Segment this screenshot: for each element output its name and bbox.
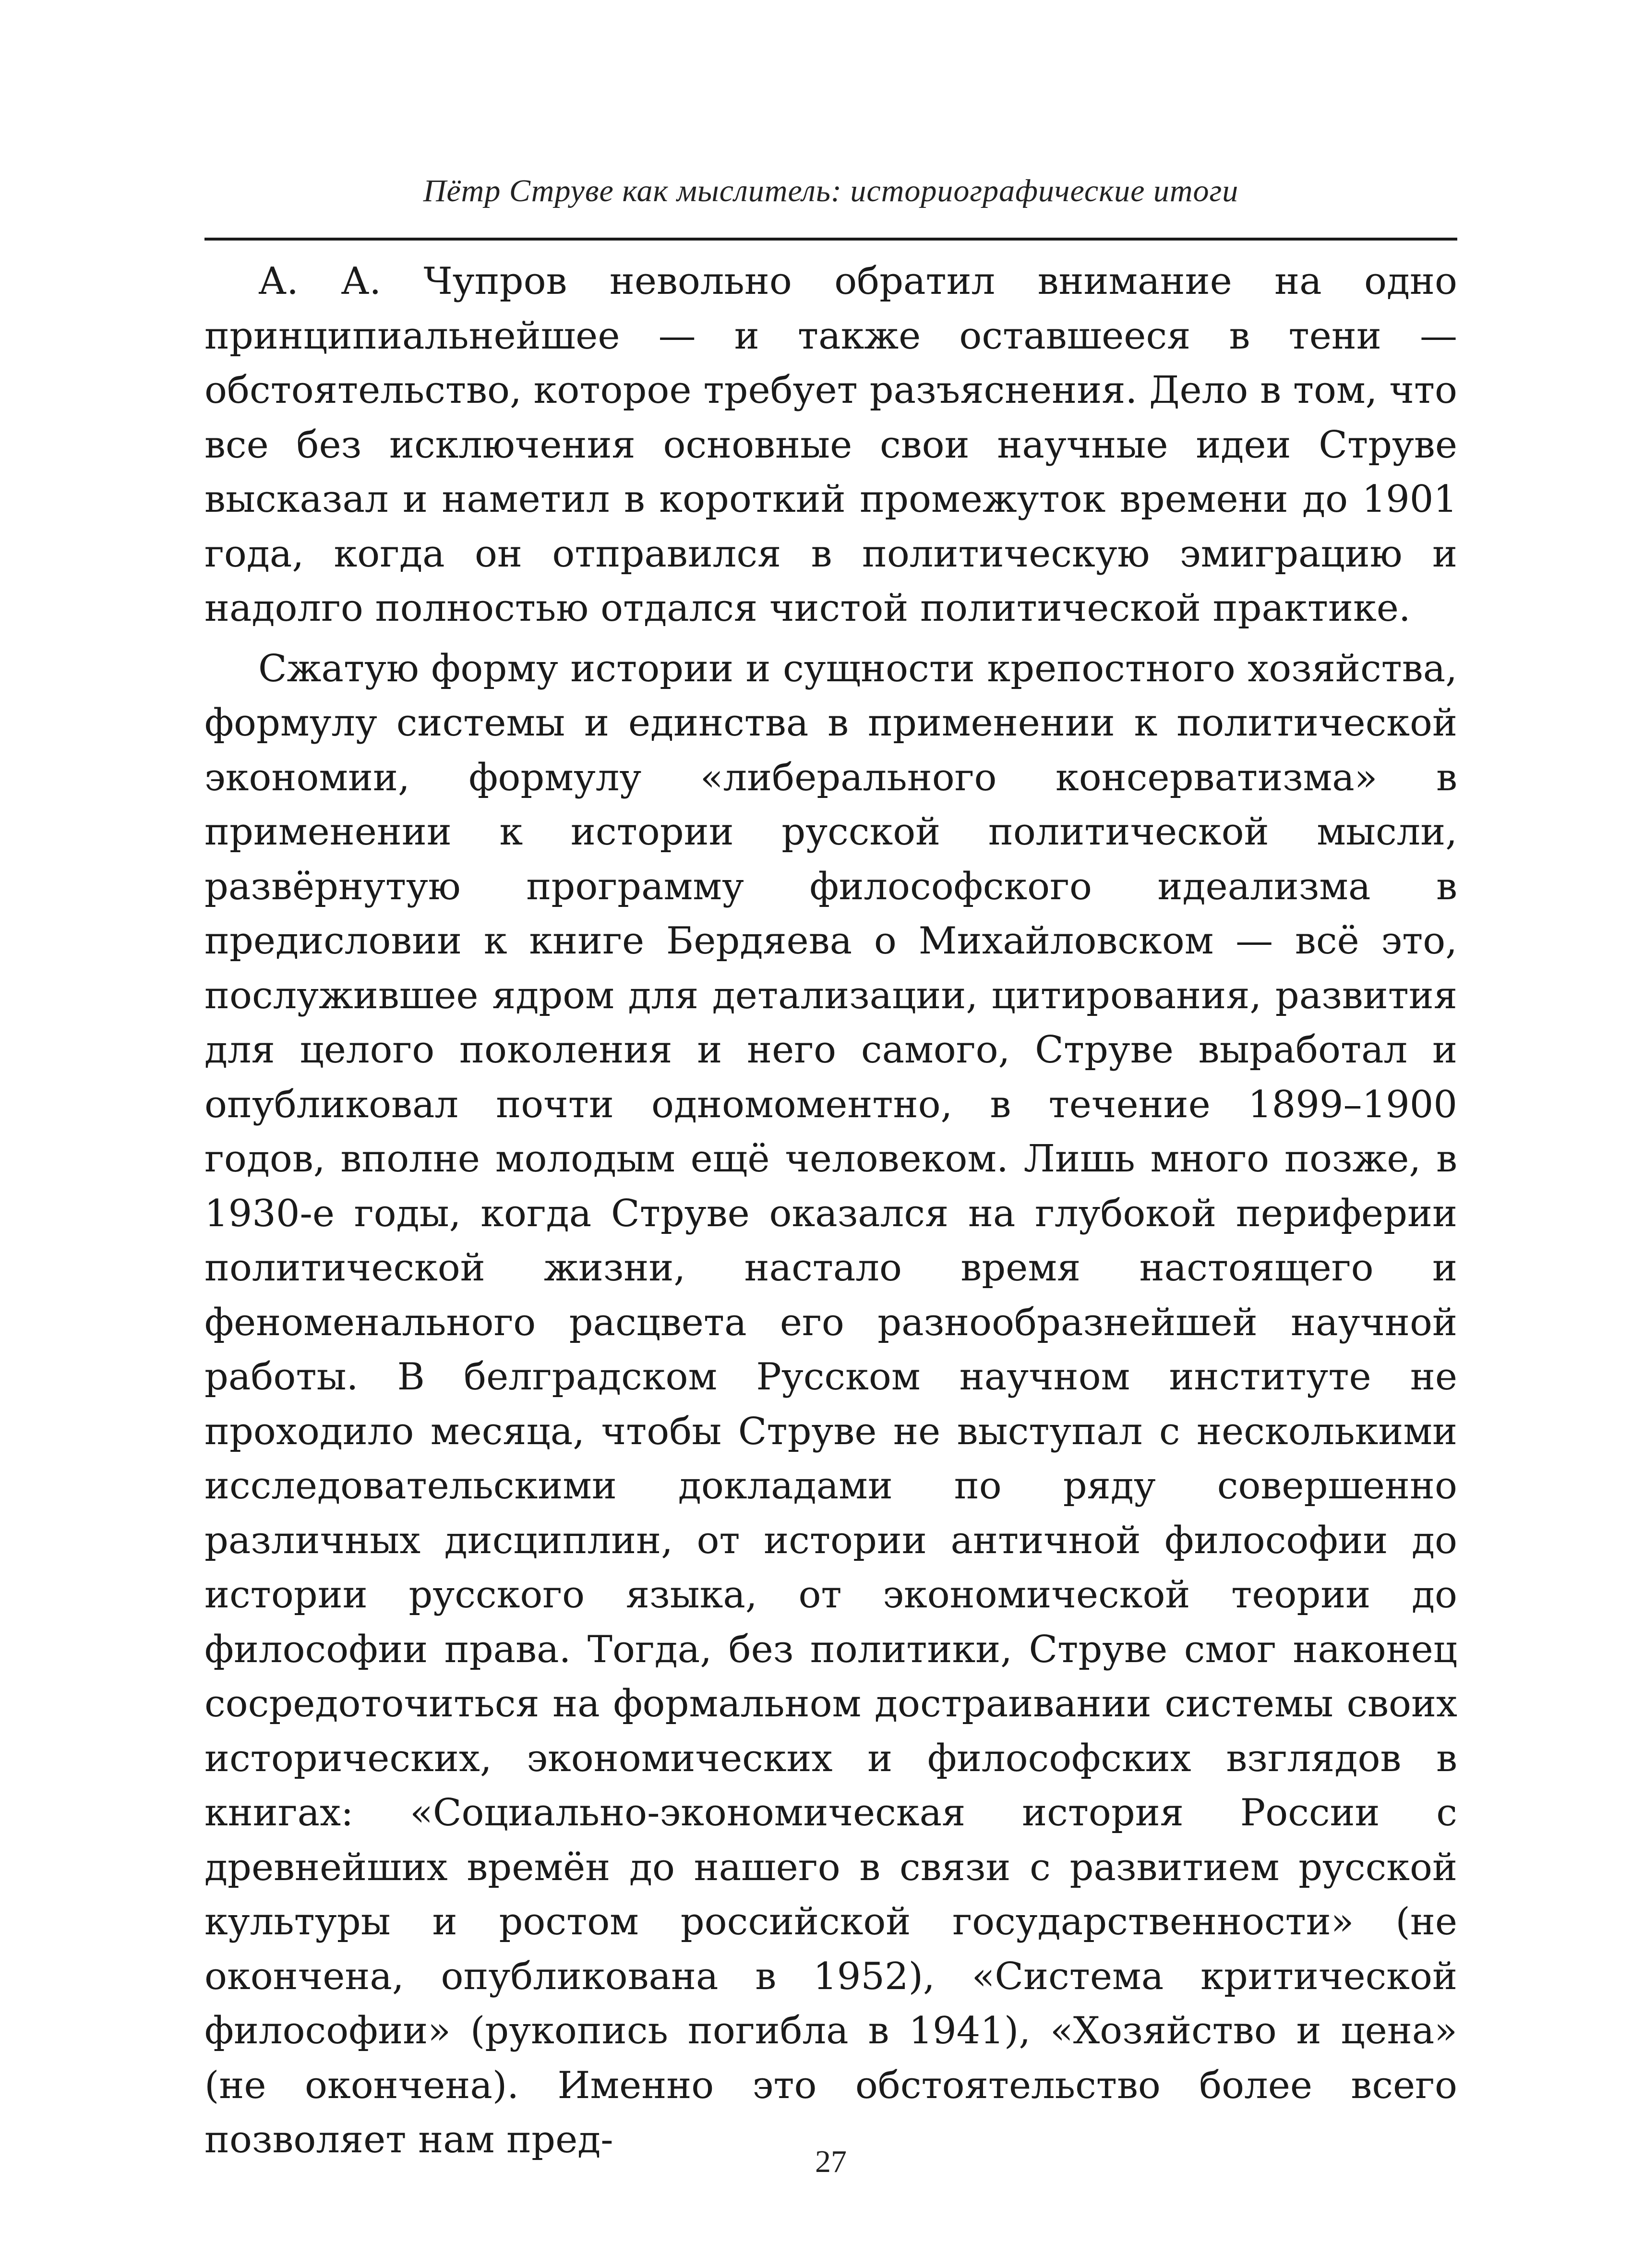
paragraph: Сжатую форму истории и сущности крепостного хозяйства, формулу системы и единства в применении к политической экономии, формулу «либерального консерватизма» в применении к истории русской политической мысли, развёрнутую программу философского идеализма в предисловии к книге Бердяева о Михайловском — всё это, послужившее ядром для детализации, цитирования, развития для целого поколения и него самого, Струве выработал и опубликовал почти одномоментно, в течение 1899–1900 годов, вполне молодым ещё человеком. Лишь много позже, в 1930-е годы, когда Струве оказался на глубокой периферии политической жизни, настало время настоящего и феноменального расцвета его разнообразнейшей научной работы. В белградском Русском научном институте не проходило месяца, чтобы Струве не выступал с несколькими исследовательскими докладами по ряду совершенно различных дисциплин, от истории античной философии до истории русского языка, от экономической теории до философии права. Тогда, без политики, Струве смог наконец сосредоточиться на формальном достраивании системы своих исторических, экономических и философских взглядов в книгах: «Социально-экономическая история России с древнейших времён до нашего в связи с развитием русской культуры и ростом российской государственности» (не окончена, опубликована в 1952), «Система критической философии» (рукопись погибла в 1941), «Хозяйство и цена» (не окончена). Именно это обстоятельство более всего позволяет нам пред-: [204, 647, 1457, 2161]
paragraph: А. А. Чупров невольно обратил внимание на одно принципиальнейшее — и также оставшееся в тени — обстоятельство, которое требует разъяснения. Дело в том, что все без исключения основные свои научные идеи Струве высказал и наметил в короткий промежуток времени до 1901 года, когда он отправился в политическую эмиграцию и надолго полностью отдался чистой политической практике.: [204, 260, 1457, 630]
running-head: Пётр Струве как мыслитель: историографические итоги: [423, 173, 1239, 208]
header-rule: [204, 238, 1457, 241]
page-number: 27: [815, 2144, 847, 2179]
body-text: [204, 254, 1457, 2168]
book-page: [204, 0, 1457, 2268]
